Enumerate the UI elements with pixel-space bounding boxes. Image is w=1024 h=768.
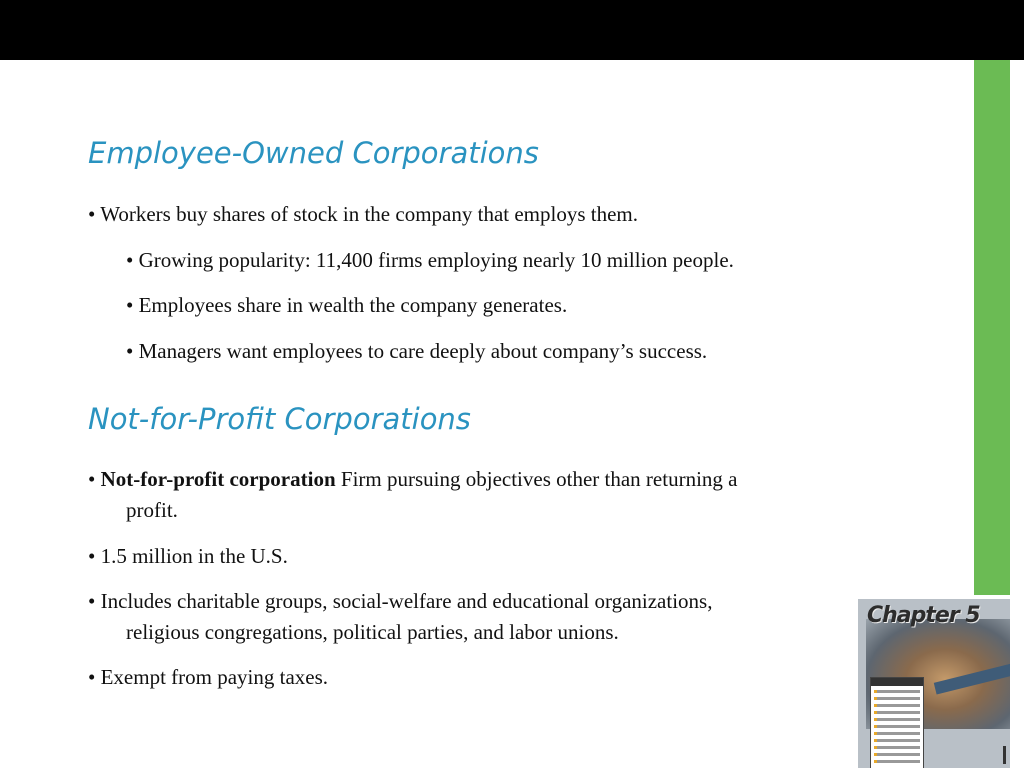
bullet-exempt-taxes: • Exempt from paying taxes. (88, 665, 329, 689)
section-heading-employee-owned: Employee-Owned Corporations (88, 136, 539, 170)
top-bar (0, 0, 1024, 60)
bullet-prefix: • (88, 467, 101, 491)
bullet-count-us: • 1.5 million in the U.S. (88, 544, 288, 568)
subbullet-managers-want: • Managers want employees to care deeply about company’s success. (126, 339, 708, 363)
subbullet-growing-popularity: • Growing popularity: 11,400 firms employing nearly 10 million people. (126, 248, 734, 272)
bullet-includes-groups-cont: religious congregations, political parties, and labor unions. (126, 620, 619, 644)
definition-text: Firm pursuing objectives other than returning a (335, 467, 738, 491)
defined-term: Not-for-profit corporation (100, 467, 336, 491)
green-accent-bar (974, 60, 1010, 595)
subbullet-employees-share-wealth: • Employees share in wealth the company generates. (126, 293, 568, 317)
bullet-workers-buy-shares: • Workers buy shares of stock in the company that employs them. (88, 202, 638, 226)
cover-mark (1003, 746, 1006, 764)
bullet-includes-groups: • Includes charitable groups, social-welfare and educational organizations, (88, 589, 713, 613)
chapter-cover-thumbnail (858, 599, 1010, 768)
cover-checklist (870, 677, 924, 768)
cover-title: Chapter 5 (867, 603, 980, 628)
section-heading-not-for-profit: Not-for-Profit Corporations (88, 402, 471, 436)
bullet-not-for-profit-definition-cont: profit. (126, 498, 178, 522)
bullet-not-for-profit-definition (88, 464, 737, 494)
